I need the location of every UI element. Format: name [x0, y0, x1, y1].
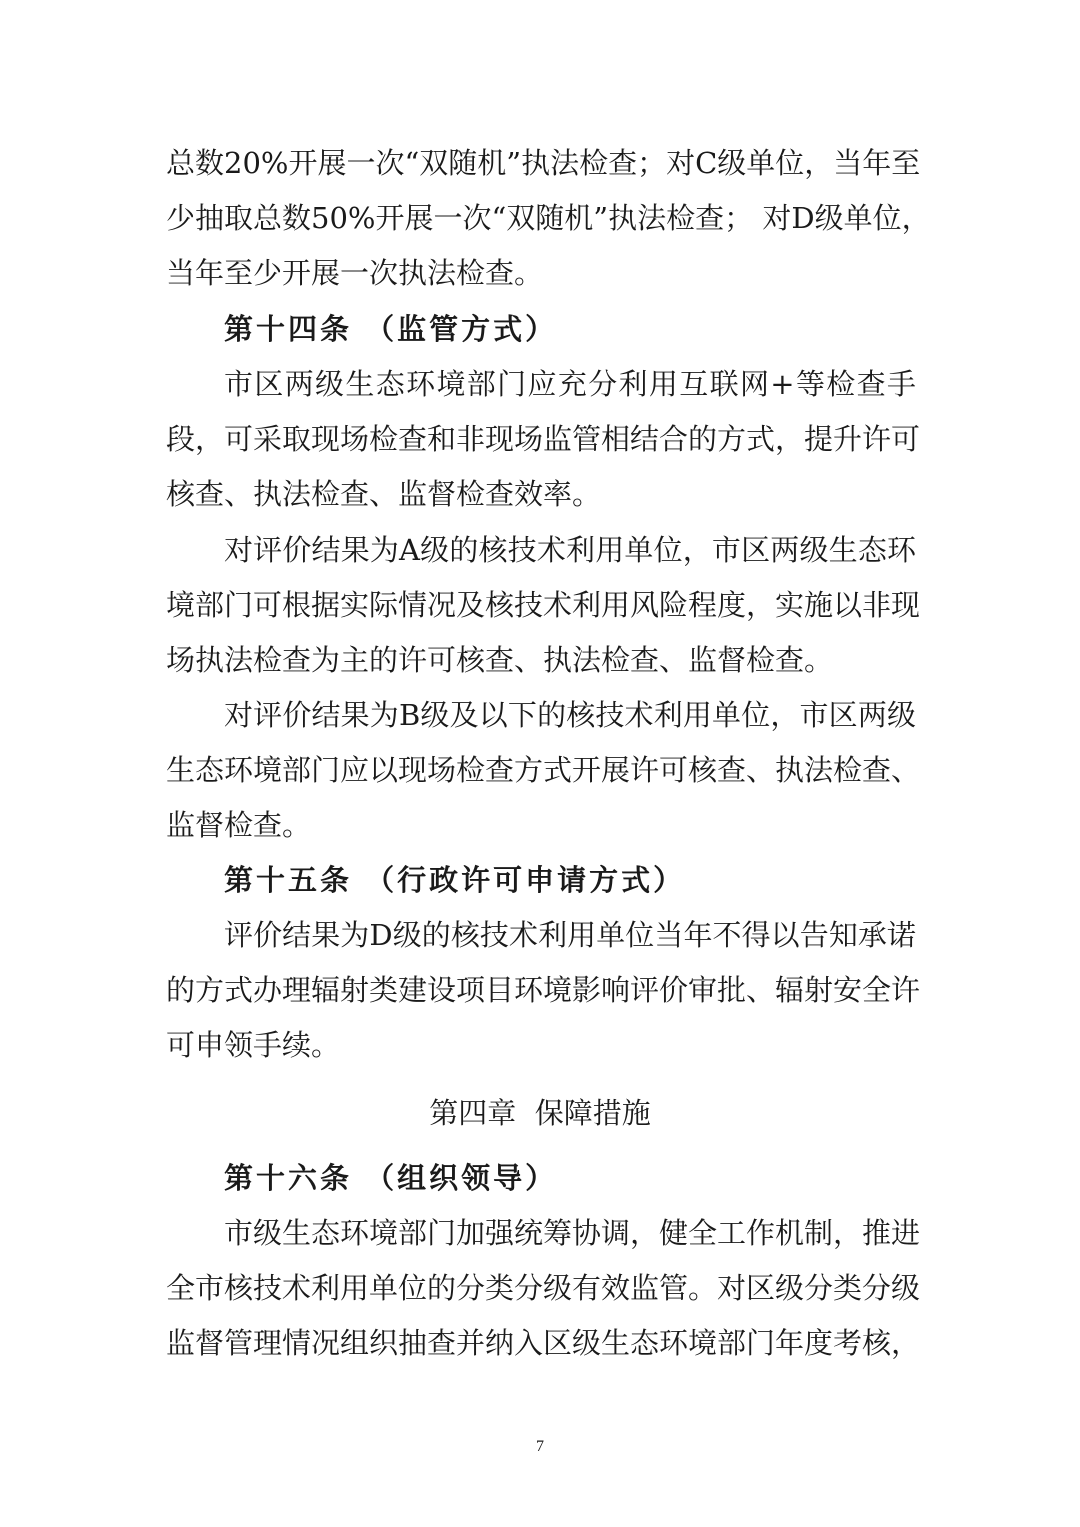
paragraph-line: 可申领手续。 [166, 1028, 341, 1062]
article-14-heading: 第十四条 （监管方式） [224, 312, 558, 346]
paragraph-line: 评价结果为D级的核技术利用单位当年不得以告知承诺 [224, 918, 916, 952]
chapter-4-title: 第四章 保障措施 [429, 1096, 651, 1130]
article-16-heading: 第十六条 （组织领导） [224, 1161, 558, 1195]
paragraph-line: 境部门可根据实际情况及核技术利用风险程度，实施以非现 [166, 588, 921, 622]
article-15-heading: 第十五条 （行政许可申请方式） [224, 863, 686, 897]
paragraph-line: 总数20%开展一次“双随机”执法检查；对C级单位，当年至 [166, 146, 921, 180]
paragraph-line: 段，可采取现场检查和非现场监管相结合的方式，提升许可 [166, 422, 921, 456]
page-number: 7 [536, 1438, 544, 1455]
paragraph-line: 少抽取总数50%开展一次“双随机”执法检查； 对D级单位， [166, 201, 931, 235]
paragraph-line: 的方式办理辐射类建设项目环境影响评价审批、辐射安全许 [166, 973, 921, 1007]
paragraph-line: 市区两级生态环境部门应充分利用互联网+等检查手 [224, 367, 916, 401]
paragraph-line: 对评价结果为B级及以下的核技术利用单位，市区两级 [224, 698, 916, 732]
paragraph-line: 场执法检查为主的许可核查、执法检查、监督检查。 [166, 643, 834, 677]
paragraph-line: 全市核技术利用单位的分类分级有效监管。对区级分类分级 [166, 1271, 921, 1305]
paragraph-line: 生态环境部门应以现场检查方式开展许可核查、执法检查、 [166, 753, 921, 787]
paragraph-line: 市级生态环境部门加强统筹协调，健全工作机制，推进 [224, 1216, 921, 1250]
paragraph-line: 监督检查。 [166, 808, 312, 842]
paragraph-line: 当年至少开展一次执法检查。 [166, 256, 544, 290]
paragraph-line: 核查、执法检查、监督检查效率。 [166, 477, 602, 511]
paragraph-line: 对评价结果为A级的核技术利用单位，市区两级生态环 [224, 533, 916, 567]
paragraph-line: 监督管理情况组织抽查并纳入区级生态环境部门年度考核， [166, 1326, 921, 1360]
